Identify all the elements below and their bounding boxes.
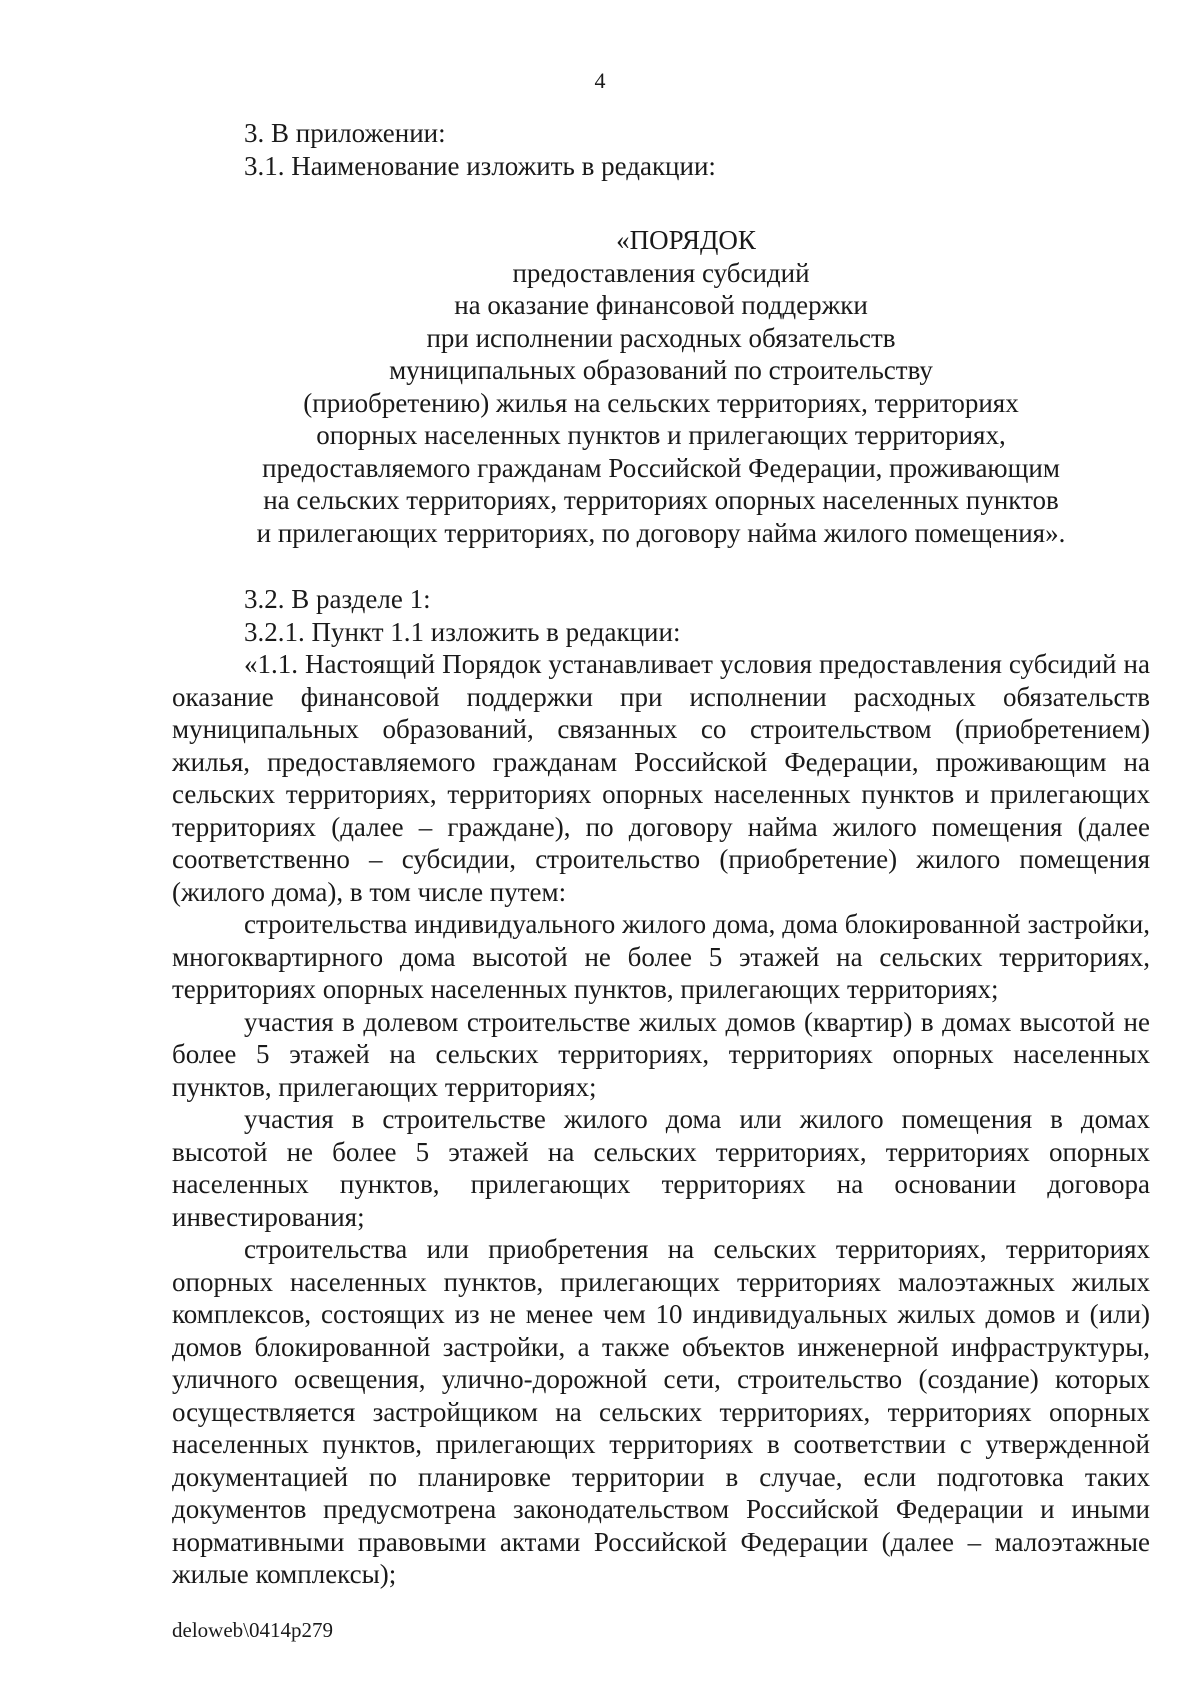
title-line: на оказание финансовой поддержки <box>454 290 868 320</box>
spacer <box>172 549 1150 583</box>
procedure-title <box>172 224 1150 549</box>
title-line: на сельских территориях, территориях опорных населенных пунктов <box>263 485 1059 515</box>
section-3-2-1-heading: 3.2.1. Пункт 1.1 изложить в редакции: <box>244 616 681 647</box>
title-line: предоставления субсидий <box>512 257 810 288</box>
title-line: предоставляемого гражданам Российской Федерации, проживающим <box>262 452 1060 483</box>
title-line: муниципальных образований по строительству <box>389 355 933 385</box>
title-line: опорных населенных пунктов и прилегающих территориях, <box>316 420 1006 450</box>
section-3-2-heading: 3.2. В разделе 1: <box>244 584 431 614</box>
section-3-1-heading: 3.1. Наименование изложить в редакции: <box>244 150 716 181</box>
title-line: и прилегающих территориях, по договору найма жилого помещения». <box>256 517 1066 548</box>
paragraph-shared-construction: участия в долевом строительстве жилых домов (квартир) в домах высотой не более 5 этажей на сельских территориях, территориях опорных населенных пунктов, прилегающих территориях; <box>172 1006 1150 1102</box>
section-3-heading: 3. В приложении: <box>244 118 446 148</box>
title-line: «ПОРЯДОК <box>616 225 756 255</box>
paragraph-individual-house: строительства индивидуального жилого дома, дома блокированной застройки, многоквартирного дома высотой не более 5 этажей на сельских территориях, территориях опорных населенных пунктов, прилегающих территориях; <box>172 909 1150 1004</box>
document-footer-code: deloweb\0414p279 <box>172 1618 333 1642</box>
title-line: (приобретению) жилья на сельских территориях, территориях <box>303 387 1019 418</box>
document-body <box>172 117 1150 1591</box>
title-line: при исполнении расходных обязательств <box>426 322 896 353</box>
page-number: 4 <box>594 68 606 93</box>
paragraph-1-1: «1.1. Настоящий Порядок устанавливает условия предоставления субсидий на оказание финансовой поддержки при исполнении расходных обязательств муниципальных образований, связанных со строительством (приобретением) жилья, предоставляемого гражданам Российской Федерации, проживающим на сельских территориях, территориях опорных населенных пунктов и прилегающих территориях (далее – граждане), по договору найма жилого помещения (далее соответственно – субсидии, строительство (приобретение) жилого помещения (жилого дома), в том числе путем: <box>172 649 1150 907</box>
paragraph-low-rise-complexes: строительства или приобретения на сельских территориях, территориях опорных населенных пунктов, прилегающих территориях малоэтажных жилых комплексов, состоящих из не менее чем 10 индивидуальных жилых домов и (или) домов блокированной застройки, а также объектов инженерной инфраструктуры, уличного освещения, улично-дорожной сети, строительство (создание) которых осуществляется застройщиком на сельских территориях, территориях опорных населенных пунктов, прилегающих территориях в соответствии с утвержденной документацией по планировке территории в случае, если подготовка таких документов предусмотрена законодательством Российской Федерации и иными нормативными правовыми актами Российской Федерации (далее – малоэтажные жилые комплексы); <box>172 1234 1150 1589</box>
paragraph-investment-contract: участия в строительстве жилого дома или жилого помещения в домах высотой не более 5 этажей на сельских территориях, территориях опорных населенных пунктов, прилегающих территориях на основании договора инвестирования; <box>172 1104 1150 1232</box>
